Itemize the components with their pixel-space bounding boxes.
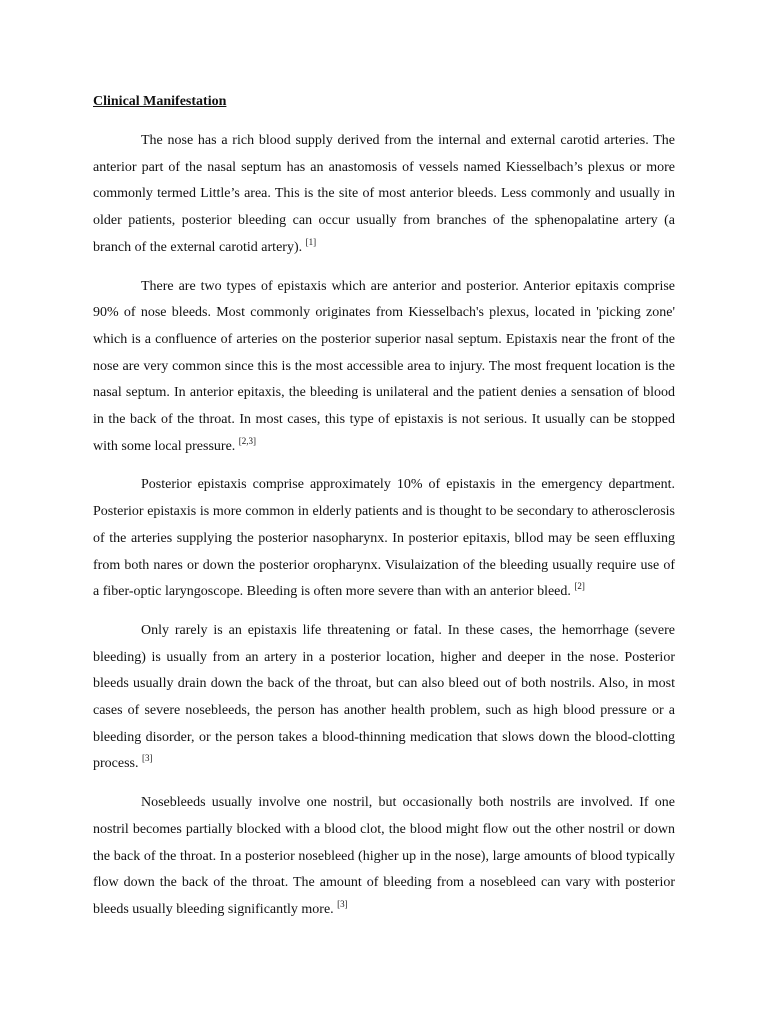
citation-ref: [1] (305, 236, 317, 247)
paragraph-4 (93, 618, 675, 778)
paragraph-1 (93, 128, 675, 262)
section-heading: Clinical Manifestation (93, 94, 227, 109)
paragraph-3 (93, 472, 675, 606)
citation-ref: [2,3] (238, 435, 257, 446)
citation-ref: [2] (574, 581, 585, 592)
paragraph-text: The nose has a rich blood supply derived from the internal and external carotid arteries. The anterior part of the nasal septum has an anastomosis of vessels named Kiesselbach’s plexus or more commonly termed Little’s area. This is the site of most anterior bleeds. Less commonly and usually in older patients, posterior bleeding can occur usually from branches of the sphenopalatine artery (a branch of the external carotid artery). (93, 133, 675, 255)
paragraph-text: There are two types of epistaxis which are anterior and posterior. Anterior epitaxis comprise 90% of nose bleeds. Most commonly originates from Kiesselbach's plexus, located in 'picking zone' which is a confluence of arteries on the posterior superior nasal septum. Epistaxis near the front of the nose are very common since this is the most accessible area to injury. The most frequent location is the nasal septum. In anterior epitaxis, the bleeding is unilateral and the patient denies a sensation of blood in the back of the throat. In most cases, this type of epistaxis is not serious. It usually can be stopped with some local pressure. (93, 278, 675, 454)
document-body (93, 92, 675, 936)
paragraph-2 (93, 274, 675, 461)
citation-ref: [3] (337, 898, 348, 909)
paragraph-text: Posterior epistaxis comprise approximately 10% of epistaxis in the emergency department. Posterior epistaxis is more common in elderly patients and is thought to be secondary to atherosclerosis of the arteries supplying the posterior nasopharynx. In posterior epitaxis, bllod may be seen effluxing from both nares or down the posterior oropharynx. Visulaization of the bleeding usually require use of a fiber-optic laryngoscope. Bleeding is often more severe than with an anterior bleed. (93, 477, 675, 600)
paragraph-text: Nosebleeds usually involve one nostril, but occasionally both nostrils are involved. If one nostril becomes partially blocked with a blood clot, the blood might flow out the other nostril or down the back of the throat. In a posterior nosebleed (higher up in the nose), large amounts of blood typically flow down the back of the throat. The amount of bleeding from a nosebleed can vary with posterior bleeds usually bleeding significantly more. (93, 795, 675, 917)
paragraph-text: Only rarely is an epistaxis life threatening or fatal. In these cases, the hemorrhage (severe bleeding) is usually from an artery in a posterior location, higher and deeper in the nose. Posterior bleeds usually drain down the back of the throat, but can also bleed out of both nostrils. Also, in most cases of severe nosebleeds, the person has another health problem, such as high blood pressure or a bleeding disorder, or the person takes a blood-thinning medication that slows down the blood-clotting process. (93, 622, 675, 772)
paragraph-5 (93, 790, 675, 924)
citation-ref: [3] (142, 753, 153, 764)
